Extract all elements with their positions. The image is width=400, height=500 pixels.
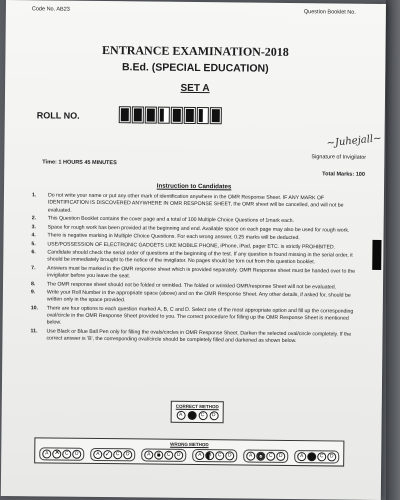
answer-bubble-a: A: [195, 451, 204, 460]
wrong-method-example: [141, 448, 186, 461]
signature-label: Signature of Invigilator: [311, 154, 367, 161]
instruction-text: Write your Roll Number in the appropriate space (above) and on the OMR Response Sheet. Any other details, if asked for, should be written only in the space provided.: [46, 289, 351, 304]
wrong-method-example: [243, 450, 288, 463]
roll-number-box: [197, 107, 209, 124]
code-label: Code No. AB23: [31, 6, 70, 13]
invigilator-signature: ~Juhejall~: [326, 133, 382, 150]
answer-bubble-b: [52, 450, 61, 459]
answer-bubble-b: [103, 450, 112, 459]
roll-number-box: [132, 106, 144, 123]
answer-bubble-c: C: [317, 452, 326, 461]
exam-set: SET A: [180, 82, 210, 95]
answer-bubble-a: A: [246, 452, 255, 461]
answer-bubble-b: B: [256, 452, 265, 461]
instruction-number: 10.: [30, 305, 39, 312]
answer-bubble-d: D: [327, 452, 336, 461]
answer-bubble-d: D: [72, 450, 81, 459]
roll-number-box: [210, 107, 222, 124]
instruction-number: 2.: [31, 215, 37, 222]
wrong-method-box: [34, 437, 344, 466]
instruction-text: The OMR response sheet should not be folded or wrinkled. The folded or wrinkled OMR/response Sheet will not be evaluated.: [46, 281, 337, 291]
instructions-heading: Instruction to Candidates: [156, 182, 232, 191]
exam-cover-page: [1, 0, 386, 500]
instructions-list: [30, 192, 362, 347]
header-line: [32, 6, 356, 15]
answer-bubble-b: B: [154, 451, 163, 460]
instruction-number: 6.: [31, 249, 36, 256]
answer-bubble-d: D: [123, 450, 132, 459]
instruction-number: 7.: [31, 265, 36, 272]
instruction-number: 5.: [31, 240, 36, 247]
wrong-method-example: [90, 448, 135, 461]
answer-bubble-a: A: [176, 411, 185, 420]
instruction-number: 8.: [30, 280, 36, 287]
roll-number-box: [145, 106, 157, 123]
roll-number-box: [158, 107, 170, 124]
instruction-number: 9.: [30, 289, 36, 296]
instruction-text: This Question Booklet contains the cover page and a total of 100 Multiple Choice Questions of 1mark each.: [47, 215, 294, 225]
instruction-text: Space for rough work has been provided at the beginning and end. Available space on each page may also be used for rough work.: [47, 224, 350, 234]
instruction-number: 4.: [31, 232, 36, 239]
booklet-label: Question Booklet No.: [303, 9, 356, 16]
instruction-number: 11.: [30, 328, 38, 335]
instruction-text: USE/POSSESSION OF ELECTRONIC GADGETS LIKE MOBILE PHONE, iPhone, iPad, pager ETC. is strictly PROHIBITED.: [47, 240, 336, 250]
roll-number-label: ROLL NO.: [36, 110, 80, 121]
answer-bubble-d: D: [174, 451, 183, 460]
answer-bubble-a: A: [42, 449, 51, 458]
answer-bubble-c: C: [266, 452, 275, 461]
exam-duration: Time: 1 HOURS 45 MINUTES: [42, 159, 117, 167]
instruction-text: There are four options to each question marked A, B, C and D. Select one of the most appropriate option and fill up the corresponding oval/circle in the OMR Response Sheet provided to you. The correct procedure for filling up the OMR Response Sheet is mentioned below.: [46, 305, 354, 327]
wrong-method-example: [294, 450, 339, 463]
exam-title: ENTRANCE EXAMINATION-2018: [102, 43, 289, 59]
wrong-method-label: WRONG METHOD: [170, 441, 209, 448]
exam-subtitle: B.Ed. (SPECIAL EDUCATION): [121, 61, 269, 75]
roll-number-boxes: [119, 106, 222, 124]
answer-bubble-c: C: [215, 451, 224, 460]
instruction-text: Do not write your name or put any other mark of identification anywhere in the OMR Response Sheet. IF ANY MARK OF IDENTIFICATION IS DISCOVERED ANYWHERE IN OMR RESPONSE SHEET, the OMR sheet will be cancelled, and will not be evaluated.: [47, 192, 344, 214]
correct-method-label: CORRECT METHOD: [175, 403, 219, 410]
answer-bubble-d: D: [209, 411, 218, 420]
answer-bubble-b: B: [307, 452, 316, 461]
answer-bubble-d: D: [276, 452, 285, 461]
instruction-text: There is negative marking in Multiple Choice Questions. For each wrong answer, 0.25 marks will be deducted.: [47, 232, 300, 242]
answer-bubble-a: A: [93, 450, 102, 459]
wrong-method-example: [39, 447, 84, 460]
correct-method-box: [171, 401, 224, 424]
answer-bubble-b: B: [187, 411, 196, 420]
wrong-method-examples: [39, 447, 339, 463]
answer-bubble-b: B: [205, 451, 214, 460]
correct-method-bubbles: [176, 411, 219, 420]
instruction-text: Answers must be marked in the OMR response sheet which is provided separately. OMR Response sheet must be handed over to the invigilator before you leave the seat.: [47, 265, 356, 280]
answer-bubble-d: D: [225, 451, 234, 460]
instruction-item: [30, 328, 360, 346]
background-edge: [386, 0, 400, 500]
instruction-text: Candidate should check the serial order of questions at the beginning of the test. If any question is found missing in the serial order, it should be immediately brought to the notice of the invigilator. No pages should be torn out from this question booklet.: [47, 249, 353, 266]
answer-bubble-c: C: [113, 450, 122, 459]
side-marker: [372, 240, 381, 270]
roll-number-box: [184, 107, 196, 124]
instruction-item: [31, 305, 361, 330]
answer-bubble-c: C: [164, 451, 173, 460]
roll-number-box: [171, 107, 183, 124]
wrong-method-example: [192, 449, 237, 462]
total-marks: Total Marks: 100: [322, 171, 365, 178]
instruction-text: Use Black or Blue Ball Pen only for filling the ovals/circles in OMR Response Sheet. Darken the selected oval/circle completely. If the correct answer is 'B', the corresponding oval/circle should be completely filled and darkened as shown below.: [46, 328, 352, 345]
instruction-number: 1.: [31, 192, 37, 199]
answer-bubble-a: A: [297, 452, 306, 461]
instruction-item: [32, 192, 362, 217]
instruction-number: 3.: [31, 223, 36, 230]
roll-number-box: [119, 106, 131, 123]
answer-bubble-c: C: [62, 450, 71, 459]
answer-bubble-c: C: [198, 411, 207, 420]
answer-bubble-a: A: [144, 450, 153, 459]
